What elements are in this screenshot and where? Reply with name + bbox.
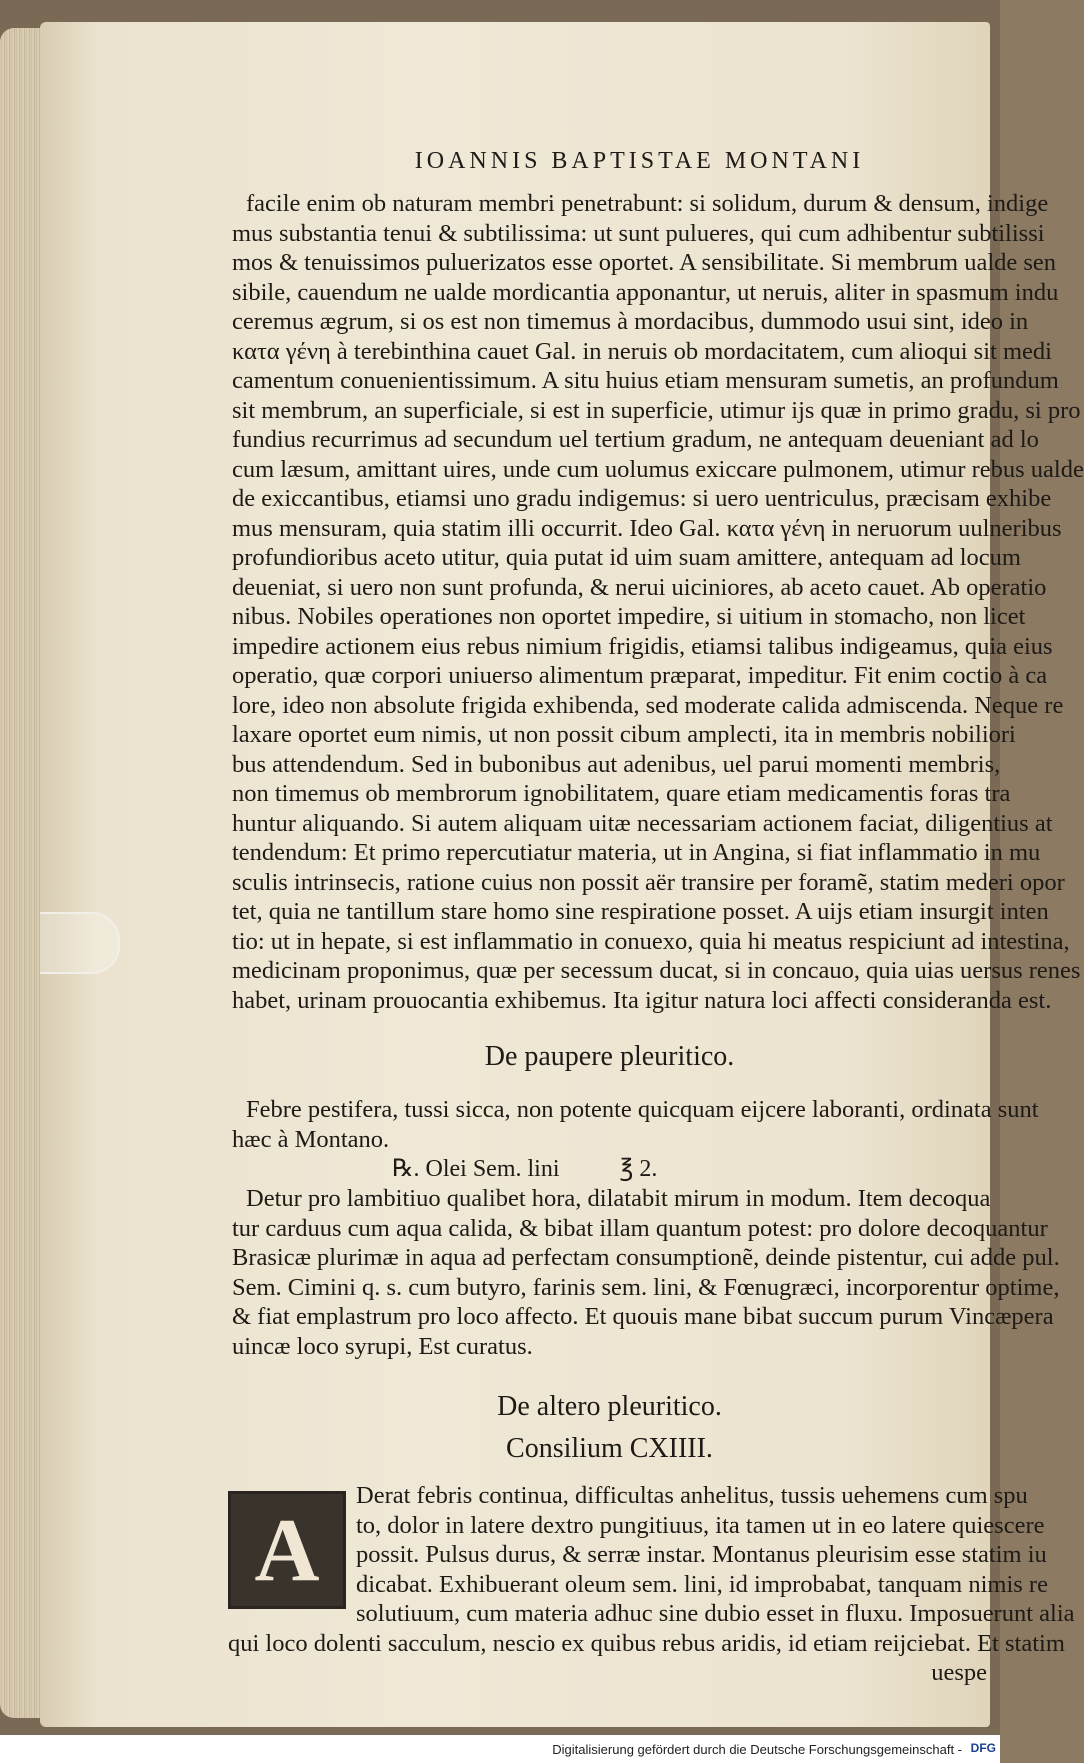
text-line: sculis intrinsecis, ratione cuius non possit aër transire per foramẽ, statim mederi opor xyxy=(232,868,1065,896)
consilium-heading: Consilium CXIIII. xyxy=(506,1433,713,1464)
text-line: Derat febris continua, difficultas anhelitus, tussis uehemens cum spu xyxy=(356,1482,1028,1509)
text-line: hæc à Montano. xyxy=(232,1125,390,1153)
text-line: possit. Pulsus durus, & serræ instar. Montanus pleurisim esse statim iu xyxy=(356,1541,1047,1568)
text-line: qui loco dolenti sacculum, nescio ex quibus rebus aridis, id etiam reijciebat. Et statim xyxy=(228,1629,1065,1657)
text-line: sibile, cauendum ne ualde mordicantia apponantur, ut neruis, aliter in spasmum indu xyxy=(232,278,1059,306)
text-line: camentum conuenientissimum. A situ huius etiam mensuram sumetis, an profundum xyxy=(232,367,1059,394)
text-line: medicinam proponimus, quæ per secessum ducat, si in concauo, quia uias uersus renes xyxy=(232,957,1081,984)
text-line: & fiat emplastrum pro loco affecto. Et quouis mane bibat succum purum Vincæpera xyxy=(232,1303,1054,1330)
text-line: Detur pro lambitiuo qualibet hora, dilatabit mirum in modum. Item decoqua xyxy=(246,1185,991,1212)
text-line: nibus. Nobiles operationes non oportet impedire, si uitium in stomacho, non licet xyxy=(232,603,1026,630)
paragraph-4 xyxy=(228,1481,1075,1688)
text-line: dicabat. Exhibuerant oleum sem. lini, id improbabat, tanquam nimis re xyxy=(356,1570,1048,1598)
text-line: Febre pestifera, tussi sicca, non potente quicquam eijcere laboranti, ordinata sunt xyxy=(246,1096,1039,1123)
text-line: tendendum: Et primo repercutiatur materia, ut in Angina, si fiat inflammatio in mu xyxy=(232,839,1041,866)
text-line: solutiuum, cum materia adhuc sine dubio esset in fluxu. Imposuerunt alia xyxy=(356,1600,1075,1627)
dfg-logo: DFG xyxy=(970,1741,996,1755)
text-line: uincæ loco syrupi, Est curatus. xyxy=(232,1332,533,1360)
text-line: tur carduus cum aqua calida, & bibat illam quantum potest: pro dolore decoquantur xyxy=(232,1214,1048,1242)
text-line: cum læsum, amittant uires, unde cum uolumus exiccare pulmonem, utimur rebus ualde xyxy=(232,455,1084,483)
text-line: laxare oportet eum nimis, ut non possit cibum amplecti, ita in membris nobiliori xyxy=(232,721,1016,748)
text-line: deueniat, si uero non sunt profunda, & nerui uiciniores, ab aceto cauet. Ab operatio xyxy=(232,573,1047,601)
running-head: IOANNIS BAPTISTAE MONTANI xyxy=(414,148,865,174)
text-line: tet, quia ne tantillum stare homo sine respiratione posset. A uijs etiam insurgit inten xyxy=(232,898,1049,925)
prescription-line: ℞. Olei Sem. lini ℥ 2. xyxy=(392,1156,658,1182)
footer-credit: Digitalisierung gefördert durch die Deutsche Forschungsgemeinschaft - xyxy=(552,1742,962,1757)
paragraph-3 xyxy=(232,1184,1060,1361)
text-line: Sem. Cimini q. s. cum butyro, farinis sem. lini, & Fœnugræci, incorporentur optime, xyxy=(232,1273,1060,1301)
text-line: Brasicæ plurimæ in aqua ad perfectam consumptionẽ, deinde pistentur, cui adde pul. xyxy=(232,1244,1060,1271)
footer-bar xyxy=(0,1735,1000,1763)
page-clip xyxy=(40,912,120,974)
text-line: to, dolor in latere dextro pungitiuus, ita tamen ut in eo latere quiescere xyxy=(356,1511,1045,1539)
text-line: de exiccantibus, etiamsi uno gradu indigemus: si uero uentriculus, præcisam exhibe xyxy=(232,485,1052,512)
paragraph-2 xyxy=(232,1095,1039,1154)
section-heading-altero: De altero pleuritico. xyxy=(497,1391,722,1422)
text-line: operatio, quæ corpori uniuerso alimentum præparat, impeditur. Fit enim coctio à ca xyxy=(232,662,1048,689)
text-line: mus substantia tenui & subtilissima: ut sunt pulueres, qui cum adhibentur subtilissi xyxy=(232,219,1045,247)
text-line: mus mensuram, quia statim illi occurrit. Ideo Gal. κατα γένη in neruorum uulneribus xyxy=(232,514,1062,542)
text-line: lore, ideo non absolute frigida exhibenda, sed moderate calida admiscenda. Neque re xyxy=(232,691,1064,719)
text-line: sit membrum, an superficiale, si est in superficie, utimur ijs quæ in primo gradu, si pro xyxy=(232,396,1081,424)
section-heading-pauper: De paupere pleuritico. xyxy=(484,1041,735,1072)
text-line: ceremus ægrum, si os est non timemus à mordacibus, dummodo usui sint, ideo in xyxy=(232,308,1029,335)
text-line: profundioribus aceto utitur, quia putat id uim suam amittere, antequam ad locum xyxy=(232,544,1021,571)
text-line: impedire actionem eius rebus nimium frigidis, etiamsi talibus indigeamus, quia eius xyxy=(232,632,1053,660)
text-line: huntur aliquando. Si autem aliquam uitæ necessariam actionem faciat, diligentius at xyxy=(232,809,1053,837)
text-line: facile enim ob naturam membri penetrabunt: si solidum, durum & densum, indige xyxy=(246,190,1049,217)
text-line: fundius recurrimus ad secundum uel tertium gradum, ne antequam deueniant ad lo xyxy=(232,426,1039,453)
catchword: uespe xyxy=(931,1659,987,1686)
decorated-initial: A xyxy=(228,1491,346,1609)
text-line: non timemus ob membrorum ignobilitatem, quare etiam medicamentis foras tra xyxy=(232,780,1011,807)
text-line: habet, urinam prouocantia exhibemus. Ita igitur natura loci affecti consideranda est. xyxy=(232,986,1052,1014)
text-line: bus attendendum. Sed in bubonibus aut adenibus, uel parui momenti membris, xyxy=(232,750,1001,778)
text-line: mos & tenuissimos puluerizatos esse oportet. A sensibilitate. Si membrum ualde sen xyxy=(232,249,1057,276)
paragraph-1 xyxy=(232,189,1084,1015)
text-line: κατα γένη à terebinthina cauet Gal. in neruis ob mordacitatem, cum alioqui sit medi xyxy=(232,337,1052,365)
text-line: tio: ut in hepate, si est inflammatio in conuexo, quia hi meatus respiciunt ad intestina, xyxy=(232,927,1070,955)
page-text xyxy=(228,148,1084,1688)
